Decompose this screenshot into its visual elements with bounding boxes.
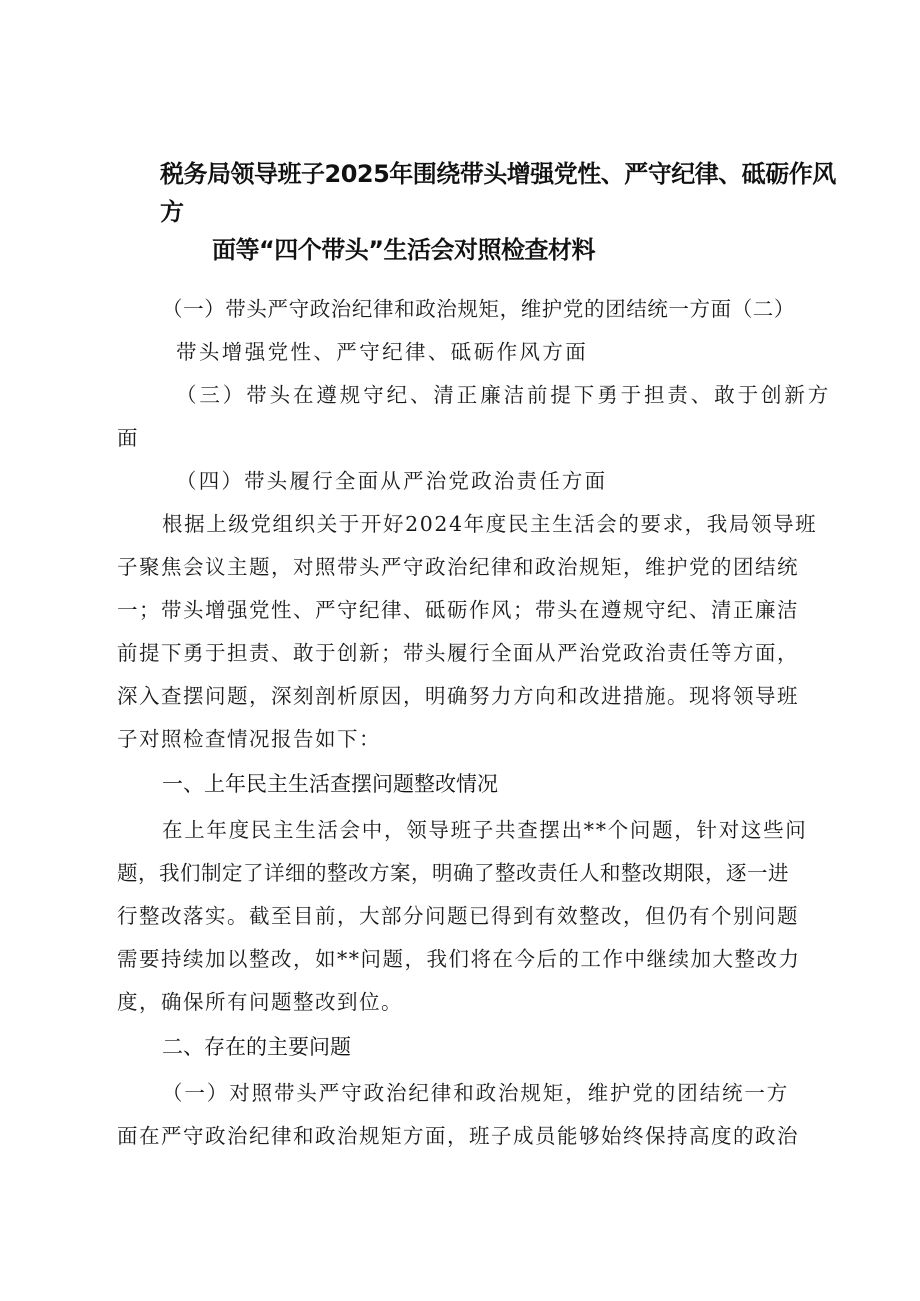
toc-line-2: 带头增强党性、严守纪律、砥砺作风方面 [176, 340, 589, 364]
section-2-line-2: 面在严守政治纪律和政治规矩方面，班子成员能够始终保持高度的政治 [117, 1124, 799, 1148]
section-2-line-1: （一）对照带头严守政治纪律和政治规矩，维护党的团结统一方 [162, 1081, 790, 1105]
section-1-line-3: 行整改落实。截至目前，大部分问题已得到有效整改，但仍有个别问题 [117, 904, 799, 928]
toc-line-5: （四）带头履行全面从严治党政治责任方面 [176, 469, 608, 493]
toc-line-4: 面 [117, 426, 138, 450]
intro-line-2: 子聚焦会议主题，对照带头严守政治纪律和政治规矩，维护党的团结统 [117, 555, 799, 579]
section-1-line-2: 题，我们制定了详细的整改方案，明确了整改责任人和整改期限，逐一进 [117, 861, 789, 885]
intro-line-1: 根据上级党组织关于开好2024年度民主生活会的要求，我局领导班 [162, 512, 818, 536]
title-line-1: 税务局领导班子2025年围绕带头增强党性、严守纪律、砥砺作风方 [160, 160, 836, 226]
section-1-line-4: 需要持续加以整改，如**问题，我们将在今后的工作中继续加大整改力 [117, 947, 801, 971]
section-1-line-1: 在上年度民主生活会中，领导班子共查摆出**个问题，针对这些问 [162, 818, 808, 842]
intro-line-3: 一；带头增强党性、严守纪律、砥砺作风；带头在遵规守纪、清正廉洁 [117, 598, 799, 622]
toc-line-1: （一）带头严守政治纪律和政治规矩，维护党的团结统一方面（二） [162, 297, 795, 321]
intro-line-4: 前提下勇于担责、敢于创新；带头履行全面从严治党政治责任等方面， [117, 641, 799, 665]
toc-line-3: （三）带头在遵规守纪、清正廉洁前提下勇于担责、敢于创新方 [176, 383, 832, 407]
section-2-heading: 二、存在的主要问题 [162, 1035, 351, 1059]
title-line-2: 面等“四个带头”生活会对照检查材料 [212, 236, 596, 264]
document-title [160, 155, 850, 269]
section-1-heading: 一、上年民主生活查摆问题整改情况 [162, 772, 498, 796]
intro-line-6: 子对照检查情况报告如下： [117, 727, 381, 751]
intro-line-5: 深入查摆问题，深刻剖析原因，明确努力方向和改进措施。现将领导班 [117, 684, 799, 708]
section-1-line-5: 度，确保所有问题整改到位。 [117, 990, 403, 1014]
